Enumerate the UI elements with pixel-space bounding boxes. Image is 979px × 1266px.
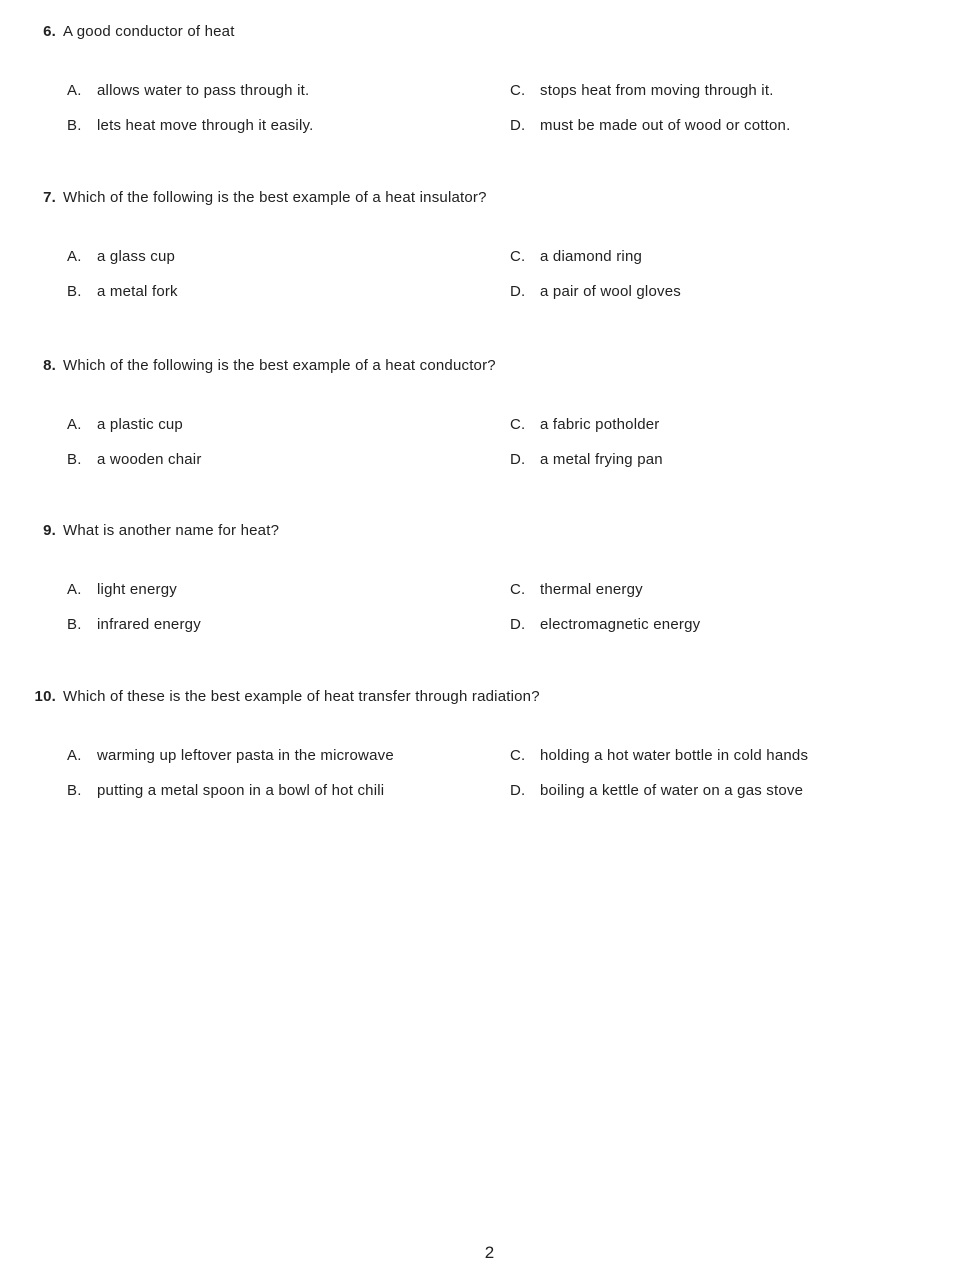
- option-row: [67, 246, 979, 268]
- option-letter: B.: [67, 782, 82, 799]
- question-number: 8.: [43, 357, 56, 374]
- option-text: allows water to pass through it.: [97, 82, 310, 99]
- option-letter: C.: [510, 747, 526, 764]
- option-a: [67, 745, 510, 767]
- option-text: a pair of wool gloves: [540, 283, 681, 300]
- question-text: Which of the following is the best example of a heat insulator?: [63, 189, 487, 206]
- option-text: thermal energy: [540, 581, 643, 598]
- option-text: putting a metal spoon in a bowl of hot chili: [97, 782, 385, 799]
- option-a: [67, 414, 510, 436]
- option-letter: A.: [67, 747, 82, 764]
- option-c: [510, 80, 979, 102]
- option-row: [67, 745, 979, 767]
- question-text: What is another name for heat?: [63, 522, 280, 539]
- option-letter: A.: [67, 416, 82, 433]
- question-10: [0, 686, 979, 815]
- option-row: [67, 281, 979, 303]
- option-letter: D.: [510, 283, 526, 300]
- question-text: Which of the following is the best example of a heat conductor?: [63, 357, 496, 374]
- option-text: infrared energy: [97, 616, 201, 633]
- option-row: [67, 115, 979, 137]
- option-letter: C.: [510, 416, 526, 433]
- option-row: [67, 449, 979, 471]
- options-group: [0, 579, 979, 636]
- option-letter: B.: [67, 283, 82, 300]
- question-number: 7.: [43, 189, 56, 206]
- option-text: a plastic cup: [97, 416, 183, 433]
- option-letter: B.: [67, 451, 82, 468]
- option-text: a metal frying pan: [540, 451, 663, 468]
- option-text: holding a hot water bottle in cold hands: [540, 747, 809, 764]
- question-9: [0, 520, 979, 649]
- option-text: boiling a kettle of water on a gas stove: [540, 782, 804, 799]
- question-line: [0, 187, 979, 209]
- option-text: a fabric potholder: [540, 416, 660, 433]
- option-row: [67, 414, 979, 436]
- options-group: [0, 414, 979, 471]
- option-letter: C.: [510, 82, 526, 99]
- options-group: [0, 80, 979, 137]
- option-a: [67, 80, 510, 102]
- option-b: [67, 281, 510, 303]
- option-d: [510, 780, 979, 802]
- option-b: [67, 115, 510, 137]
- page-number: 2: [484, 1243, 495, 1262]
- question-line: [0, 21, 979, 43]
- option-d: [510, 281, 979, 303]
- option-letter: A.: [67, 581, 82, 598]
- option-c: [510, 414, 979, 436]
- option-text: a glass cup: [97, 248, 176, 265]
- option-row: [67, 579, 979, 601]
- option-text: a diamond ring: [540, 248, 643, 265]
- option-d: [510, 449, 979, 471]
- option-letter: A.: [67, 248, 82, 265]
- option-text: stops heat from moving through it.: [540, 82, 774, 99]
- question-line: [0, 686, 979, 708]
- option-row: [67, 780, 979, 802]
- question-7: [0, 187, 979, 316]
- question-8: [0, 355, 979, 484]
- option-b: [67, 780, 510, 802]
- options-group: [0, 246, 979, 303]
- option-text: warming up leftover pasta in the microwave: [97, 747, 394, 764]
- option-text: must be made out of wood or cotton.: [540, 117, 791, 134]
- question-line: [0, 355, 979, 377]
- option-d: [510, 115, 979, 137]
- option-letter: D.: [510, 616, 526, 633]
- option-letter: B.: [67, 616, 82, 633]
- question-6: [0, 21, 979, 150]
- option-b: [67, 614, 510, 636]
- option-letter: C.: [510, 581, 526, 598]
- question-line: [0, 520, 979, 542]
- option-text: a metal fork: [97, 283, 178, 300]
- question-number: 10.: [34, 688, 56, 705]
- options-group: [0, 745, 979, 802]
- option-c: [510, 745, 979, 767]
- question-text: Which of these is the best example of heat transfer through radiation?: [63, 688, 540, 705]
- option-text: light energy: [97, 581, 177, 598]
- question-text: A good conductor of heat: [63, 23, 235, 40]
- option-letter: D.: [510, 782, 526, 799]
- option-row: [67, 614, 979, 636]
- option-letter: B.: [67, 117, 82, 134]
- option-letter: D.: [510, 451, 526, 468]
- option-text: lets heat move through it easily.: [97, 117, 314, 134]
- option-row: [67, 80, 979, 102]
- option-a: [67, 579, 510, 601]
- option-text: a wooden chair: [97, 451, 202, 468]
- option-letter: D.: [510, 117, 526, 134]
- option-a: [67, 246, 510, 268]
- option-b: [67, 449, 510, 471]
- option-text: electromagnetic energy: [540, 616, 701, 633]
- option-c: [510, 579, 979, 601]
- option-letter: C.: [510, 248, 526, 265]
- question-number: 6.: [43, 23, 56, 40]
- option-letter: A.: [67, 82, 82, 99]
- option-c: [510, 246, 979, 268]
- option-d: [510, 614, 979, 636]
- question-number: 9.: [43, 522, 56, 539]
